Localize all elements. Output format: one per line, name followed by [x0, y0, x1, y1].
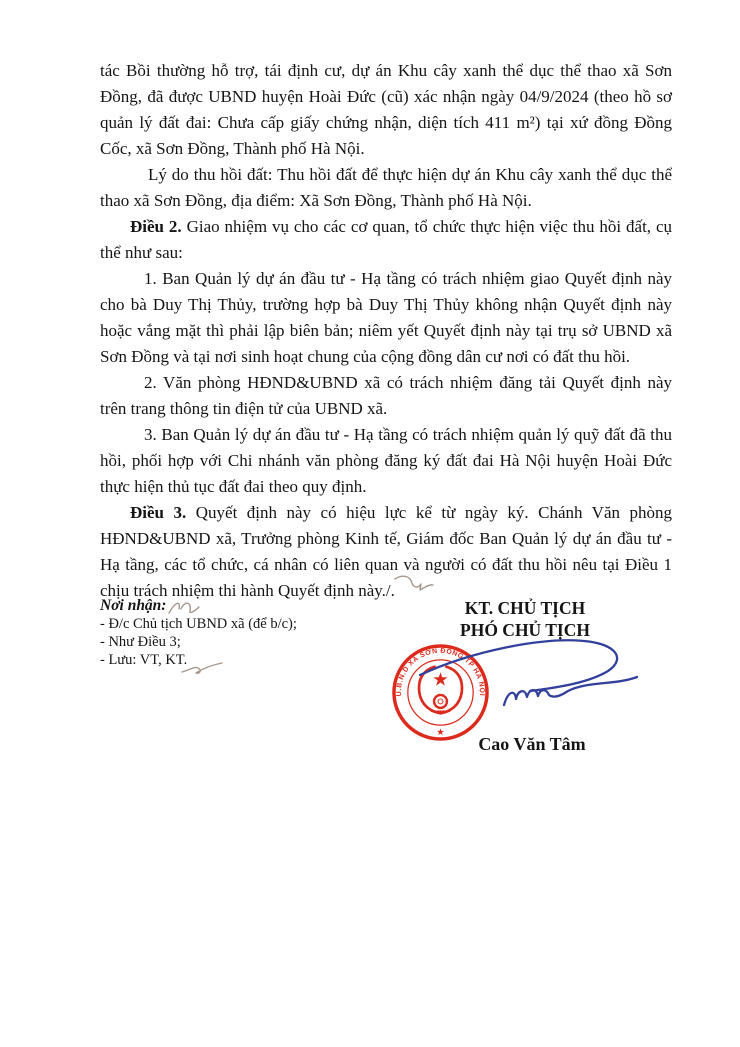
paragraph [100, 58, 672, 162]
handwritten-initial [393, 572, 437, 594]
paragraph-text: Quyết định này có hiệu lực kể từ ngày ký. Chánh Văn phòng HĐND&UBND xã, Trưởng phòng Kinh tế, Giám đốc Ban Quản lý dự án đầu tư - Hạ tầng, các tổ chức, cá nhân có liên quan và người có đất thu hồi nêu tại Điều 1 chịu trách nhiệm thi hành Quyết định này./. [100, 503, 672, 600]
paragraph-text: 1. Ban Quản lý dự án đầu tư - Hạ tầng có trách nhiệm giao Quyết định này cho bà Duy Thị Thủy, trường hợp bà Duy Thị Thủy không nhận Quyết định này hoặc vắng mặt thì phải lập biên bản; niêm yết Quyết định này tại trụ sở UBND xã Sơn Đồng và tại nơi sinh hoạt chung của cộng đồng dân cư nơi có đất thu hồi. [100, 269, 672, 366]
handwritten-initial [180, 659, 224, 677]
recipient-item: - Đ/c Chủ tịch UBND xã (để b/c); [100, 616, 297, 632]
paragraph-item-3 [100, 422, 672, 500]
signature-title-line2: PHÓ CHỦ TỊCH [460, 620, 590, 640]
seal-text: U.B.N.D XÃ SƠN ĐỒNG TP HÀ NỘI [395, 647, 486, 697]
recipient-item: - Lưu: VT, KT. [100, 652, 188, 668]
paragraph-lead: Điều 2. [130, 217, 182, 236]
recipients-heading: Nơi nhận: [100, 597, 167, 614]
paragraph-lead: Điều 3. [130, 503, 187, 522]
paragraph-text: tác Bồi thường hỗ trợ, tái định cư, dự án Khu cây xanh thể dục thể thao xã Sơn Đồng, đã được UBND huyện Hoài Đức (cũ) xác nhận ngày 04/9/2024 (theo hồ sơ quản lý đất đai: Chưa cấp giấy chứng nhận, diện tích 411 m²) tại xứ đồng Đồng Cốc, xã Sơn Đồng, Thành phố Hà Nội. [100, 61, 672, 158]
paragraph-item-1 [100, 266, 672, 370]
signer-name: Cao Văn Tâm [478, 734, 586, 754]
paragraph-text: 2. Văn phòng HĐND&UBND xã có trách nhiệm đăng tải Quyết định này trên trang thông tin điện tử của UBND xã. [100, 373, 672, 418]
document-body-text [100, 58, 672, 604]
paragraph-article-2 [100, 214, 672, 266]
paragraph [100, 162, 672, 214]
paragraph-item-2 [100, 370, 672, 422]
paragraph-article-3 [100, 500, 672, 604]
recipient-item: - Như Điều 3; [100, 634, 181, 650]
signature-title-line1: KT. CHỦ TỊCH [464, 598, 586, 618]
recipients-block [100, 596, 350, 669]
paragraph-text: 3. Ban Quản lý dự án đầu tư - Hạ tầng có trách nhiệm quản lý quỹ đất đã thu hồi, phối hợp với Chi nhánh văn phòng đăng ký đất đai Hà Nội huyện Hoài Đức thực hiện thủ tục đất đai theo quy định. [100, 425, 672, 496]
handwritten-initial [166, 598, 202, 618]
paragraph-text: Giao nhiệm vụ cho các cơ quan, tổ chức thực hiện việc thu hồi đất, cụ thể như sau: [100, 217, 673, 262]
signature-ink [412, 633, 650, 733]
paragraph-text: Lý do thu hồi đất: Thu hồi đất để thực hiện dự án Khu cây xanh thể dục thể thao xã Sơn Đồng, địa điểm: Xã Sơn Đồng, Thành phố Hà Nội. [100, 165, 672, 210]
